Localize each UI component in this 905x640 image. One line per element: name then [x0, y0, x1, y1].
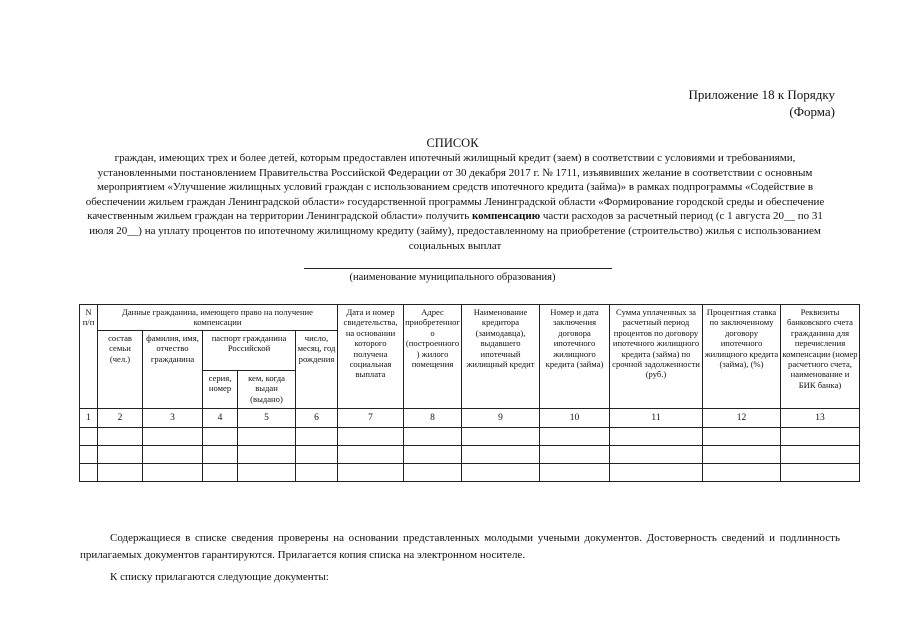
table-cell: [238, 428, 296, 446]
column-number: 13: [781, 409, 860, 428]
table-cell: [143, 428, 203, 446]
intro-text-part2: части расходов за расчетный период (с 1 августа 20__ по 31 июля 20__) на уплату процентов по ипотечному жилищному кредиту (займу), предоставленному на приобретение (строительство) жилья с использованием социальных выплат: [89, 210, 823, 252]
table-cell: [462, 428, 540, 446]
header-passport: паспорт гражданина Российской: [203, 331, 296, 371]
attachments-paragraph: К списку прилагаются следующие документы:: [110, 571, 329, 583]
table-cell: [296, 428, 338, 446]
citizens-table: [79, 304, 860, 482]
table-cell: [203, 464, 238, 482]
header-birth: число, месяц, год рождения: [296, 331, 338, 409]
table-cell: [203, 446, 238, 464]
table-row: [80, 464, 860, 482]
header-certificate: Дата и номер свидетельства, на основании которого получена социальная выплата: [338, 305, 404, 409]
table-cell: [781, 464, 860, 482]
table-cell: [338, 464, 404, 482]
header-rate: Процентная ставка по заключенному договору ипотечного жилищного кредита (займа), (%): [703, 305, 781, 409]
table-cell: [404, 428, 462, 446]
column-number: 2: [98, 409, 143, 428]
appendix-reference: [689, 86, 835, 120]
column-number: 4: [203, 409, 238, 428]
table-cell: [238, 464, 296, 482]
table-cell: [80, 428, 98, 446]
table-cell: [80, 464, 98, 482]
table-cell: [610, 464, 703, 482]
table-cell: [540, 428, 610, 446]
intro-text-part1: граждан, имеющих трех и более детей, которым предоставлен ипотечный жилищный кредит (заем) в соответствии с условиями и требованиями, установленными постановлением Правительства Российской Федерации от 30 декабря 2017 г. № 1711, изъявивших желание в соответствии с основным мероприятием «Улучшение жилищных условий граждан с использованием средств ипотечного кредита (займа)» в рамках подпрограммы «Содействие в обеспечении жильем граждан Ленинградской области» государственной программы Ленинградской области «Формирование городской среды и обеспечение качественным жильем граждан на территории Ленинградской области» получить: [85, 152, 825, 223]
table-cell: [462, 464, 540, 482]
table-cell: [143, 446, 203, 464]
table-cell: [610, 428, 703, 446]
intro-paragraph: [80, 151, 830, 253]
table-cell: [238, 446, 296, 464]
table-cell: [703, 428, 781, 446]
table-row: [80, 428, 860, 446]
table-cell: [80, 446, 98, 464]
table-cell: [781, 428, 860, 446]
table-cell: [462, 446, 540, 464]
form-label: (Форма): [789, 104, 835, 119]
appendix-line: Приложение 18 к Порядку: [688, 87, 835, 102]
column-number: 12: [703, 409, 781, 428]
header-creditor: Наименование кредитора (заимодавца), выдавшего ипотечный жилищный кредит: [462, 305, 540, 409]
column-number: 11: [610, 409, 703, 428]
header-n: N п/п: [80, 305, 98, 409]
column-numbers-row: [80, 409, 860, 428]
verification-paragraph: Содержащиеся в списке сведения проверены на основании представленных молодыми учеными документов. Достоверность сведений и подлинность прилагаемых документов гарантируются. Прилагается копия списка на электронном носителе.: [80, 532, 840, 561]
intro-bold-word: компенсацию: [471, 210, 541, 223]
column-number: 3: [143, 409, 203, 428]
table-cell: [540, 446, 610, 464]
table-cell: [98, 446, 143, 464]
table-cell: [404, 446, 462, 464]
table-cell: [781, 446, 860, 464]
table-cell: [98, 464, 143, 482]
header-citizen-group: Данные гражданина, имеющего право на получение компенсации: [98, 305, 338, 331]
table-row: [80, 446, 860, 464]
table-cell: [338, 428, 404, 446]
header-contract: Номер и дата заключения договора ипотечного жилищного кредита (займа): [540, 305, 610, 409]
table-cell: [703, 446, 781, 464]
header-family: состав семьи (чел.): [98, 331, 143, 409]
table-cell: [610, 446, 703, 464]
table-cell: [203, 428, 238, 446]
table-cell: [540, 464, 610, 482]
table-cell: [404, 464, 462, 482]
column-number: 9: [462, 409, 540, 428]
table-cell: [338, 446, 404, 464]
column-number: 6: [296, 409, 338, 428]
document-title: СПИСОК: [426, 136, 479, 150]
table-cell: [143, 464, 203, 482]
header-series: серия, номер: [203, 371, 238, 409]
header-sum: Сумма уплаченных за расчетный период процентов по договору ипотечного жилищного кредита (займа) по срочной задолженности (руб.): [610, 305, 703, 409]
header-address: Адрес приобретенного (построенного) жилого помещения: [404, 305, 462, 409]
column-number: 8: [404, 409, 462, 428]
municipality-caption: (наименование муниципального образования): [349, 272, 556, 283]
municipality-line: [304, 268, 612, 269]
table-cell: [98, 428, 143, 446]
column-number: 5: [238, 409, 296, 428]
column-number: 7: [338, 409, 404, 428]
header-bank: Реквизиты банковского счета гражданина для перечисления компенсации (номер расчетного счета, наименование и БИК банка): [781, 305, 860, 409]
column-number: 10: [540, 409, 610, 428]
header-fio: фамилия, имя, отчество гражданина: [143, 331, 203, 409]
table-cell: [296, 446, 338, 464]
header-issued: кем, когда выдан (выдано): [238, 371, 296, 409]
table-cell: [703, 464, 781, 482]
table-cell: [296, 464, 338, 482]
column-number: 1: [80, 409, 98, 428]
